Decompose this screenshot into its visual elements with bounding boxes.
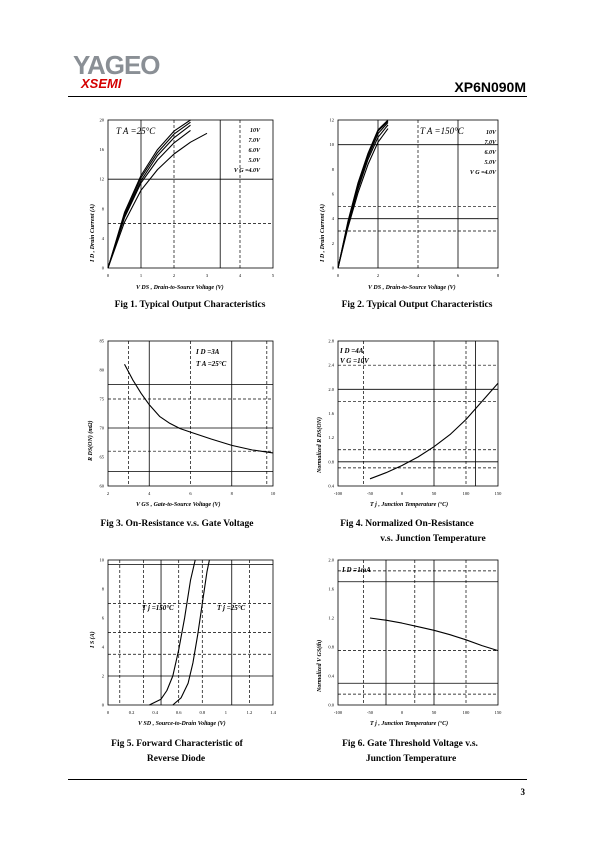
f1-ytick: 20 (99, 117, 104, 123)
fig3-chart (80, 333, 280, 513)
f1-xtick: 0 (106, 273, 110, 278)
f5-xtick: 1 (224, 710, 227, 715)
f1-ytick: 8 (101, 206, 104, 212)
fig3-caption: Fig 3. On-Resistance v.s. Gate Voltage (100, 519, 254, 529)
f4-ytick: 0.8 (328, 459, 334, 465)
f3-ytick: 80 (99, 367, 104, 373)
fig5-caption-line1: Fig 5. Forward Characteristic of (111, 739, 243, 749)
fig2-ylabel: I D , Drain Current (A) (320, 203, 326, 262)
f1-series-line-2 (108, 122, 191, 268)
f6-ytick: 0.8 (328, 644, 334, 650)
fig2-xlabel: V DS , Drain-to-Source Voltage (V) (368, 285, 456, 291)
fig6-ylabel: Normalized V GS(th) (317, 639, 323, 692)
f4-ytick: 1.2 (328, 435, 334, 441)
f2-ytick: 10 (329, 142, 334, 148)
f2-ytick: 6 (331, 191, 334, 197)
f6-xtick: -100 (333, 710, 343, 715)
f5-ytick: 8 (101, 586, 104, 592)
f3-xtick: 8 (230, 491, 233, 496)
f2-series-line-5 (338, 129, 388, 268)
f3-xtick: 2 (106, 491, 110, 496)
fig6-caption-line1: Fig 6. Gate Threshold Voltage v.s. (342, 739, 478, 749)
f5-xtick: 0.8 (199, 710, 206, 715)
f5-xtick: 0.6 (175, 710, 182, 715)
f3-ytick: 75 (99, 396, 104, 402)
f5-ytick: 2 (101, 673, 104, 679)
fig4-chart (310, 333, 510, 513)
f2-xtick: 6 (456, 273, 460, 278)
f5-ytick: 0 (101, 702, 104, 708)
fig3-xlabel: V GS , Gate-to-Source Voltage (V) (136, 502, 221, 508)
f1-series-line-3 (108, 125, 191, 268)
f2-ytick: 8 (331, 166, 334, 172)
f6-ytick: 0.0 (328, 702, 334, 708)
f5-xtick: 1.4 (270, 710, 276, 715)
f1-ytick: 12 (99, 176, 104, 182)
fig4-caption-line1: Fig 4. Normalized On-Resistance (340, 519, 474, 529)
f4-xtick: 0 (400, 491, 404, 496)
fig2-caption: Fig 2. Typical Output Characteristics (341, 300, 493, 310)
fig6-caption-line2: Junction Temperature (365, 754, 457, 764)
f3-series-line-1 (125, 364, 274, 453)
logo-subbrand: XSEMI (81, 76, 122, 91)
f4-ytick: 0.4 (328, 483, 334, 489)
f4-xtick: 100 (462, 491, 470, 496)
fig1-legend-5: V G =4.0V (233, 168, 260, 174)
fig4-caption-line2: v.s. Junction Temperature (380, 534, 486, 544)
fig1-legend-2: 7.0V (248, 138, 260, 144)
f1-ytick: 16 (99, 147, 104, 153)
fig5-caption-line2: Reverse Diode (146, 754, 206, 764)
fig1-legend-1: 10V (249, 128, 260, 134)
f2-series-line-4 (338, 125, 388, 268)
fig3-annotation-2: T A =25°C (196, 360, 227, 368)
f6-xtick: 50 (431, 710, 437, 715)
fig6-chart (310, 552, 510, 732)
f2-series-line-2 (338, 121, 388, 268)
fig4-xlabel: T j , Junction Temperature (°C) (370, 502, 449, 508)
fig2-annotation: T A =150°C (420, 126, 464, 136)
f6-ytick: 1.2 (328, 615, 334, 621)
fig2-legend-3: 6.0V (484, 150, 496, 156)
f1-series-line-1 (108, 120, 191, 268)
f6-ytick: 0.4 (328, 673, 334, 679)
fig5-ylabel: I S (A) (90, 631, 96, 648)
f4-ytick: 2.0 (328, 386, 334, 392)
f6-ytick: 1.6 (328, 586, 334, 592)
f1-xtick: 5 (271, 273, 275, 278)
company-logo (73, 52, 160, 90)
f3-ytick: 70 (99, 425, 104, 431)
fig1-xlabel: V DS , Drain-to-Source Voltage (V) (136, 285, 224, 291)
f5-ytick: 4 (101, 644, 104, 650)
f6-xtick: 150 (494, 710, 502, 715)
f1-xtick: 2 (172, 273, 176, 278)
f3-xtick: 10 (270, 491, 276, 496)
f2-xtick: 2 (376, 273, 380, 278)
f3-ytick: 85 (99, 338, 104, 344)
fig2-legend-2: 7.0V (484, 140, 496, 146)
fig1-legend-3: 6.0V (248, 148, 260, 154)
f5-xtick: 0 (106, 710, 110, 715)
f5-ytick: 10 (99, 557, 104, 563)
f1-xtick: 1 (139, 273, 143, 278)
f2-series-line-1 (338, 120, 388, 268)
fig2-chart (310, 112, 510, 297)
fig1-chart (80, 112, 280, 297)
f4-xtick: -100 (333, 491, 343, 496)
f4-xtick: 150 (494, 491, 502, 496)
f3-ytick: 65 (99, 454, 104, 460)
logo-wordmark: YAGEO (73, 50, 160, 80)
f1-xtick: 3 (205, 273, 209, 278)
f2-ytick: 2 (331, 240, 334, 246)
f2-xtick: 4 (416, 273, 420, 278)
f1-xtick: 4 (238, 273, 242, 278)
f4-ytick: 2.4 (328, 362, 334, 368)
f6-ytick: 2.0 (328, 557, 334, 563)
fig2-legend-5: V G =4.0V (469, 170, 496, 176)
page-number: 3 (520, 787, 525, 797)
f5-xtick: 0.2 (128, 710, 135, 715)
fig1-annotation: T A =25°C (116, 126, 156, 136)
fig5-annotation-150c: T j =150°C (142, 604, 174, 612)
f3-ytick: 60 (99, 483, 104, 489)
fig4-annotation-2: V G =10V (340, 357, 369, 365)
fig5-xlabel: V SD , Source-to-Drain Voltage (V) (138, 721, 226, 727)
fig3-ylabel: R DS(ON) (mΩ) (88, 420, 94, 461)
f5-ytick: 6 (101, 615, 104, 621)
fig5-chart (80, 552, 280, 732)
f2-ytick: 0 (331, 265, 334, 271)
f4-ytick: 2.8 (328, 338, 334, 344)
f4-ytick: 1.6 (328, 411, 334, 416)
fig6-xlabel: T j , Junction Temperature (°C) (370, 721, 449, 727)
f3-xtick: 4 (148, 491, 151, 496)
f4-xtick: -50 (367, 491, 373, 496)
f2-ytick: 4 (331, 216, 334, 222)
fig1-ylabel: I D , Drain Current (A) (90, 203, 96, 262)
f2-xtick: 0 (336, 273, 340, 278)
f6-xtick: 0 (400, 710, 404, 715)
fig1-caption: Fig 1. Typical Output Characteristics (114, 300, 266, 310)
fig3-annotation-1: I D =3A (196, 348, 220, 356)
f5-xtick: 1.2 (246, 710, 253, 715)
fig1-legend-4: 5.0V (248, 158, 260, 164)
f5-xtick: 0.4 (152, 710, 158, 715)
fig6-annotation: I D =1mA (342, 566, 371, 574)
fig2-legend-1: 10V (485, 130, 496, 136)
f2-xtick: 8 (496, 273, 500, 278)
footer-rule (68, 779, 527, 780)
fig4-annotation-1: I D =4A (340, 347, 364, 355)
part-number: XP6N090M (454, 79, 526, 95)
header-rule (68, 96, 527, 97)
f6-xtick: 100 (462, 710, 470, 715)
f6-xtick: -50 (367, 710, 373, 715)
f1-ytick: 4 (101, 235, 104, 241)
f1-ytick: 0 (101, 265, 104, 271)
f2-ytick: 12 (329, 117, 334, 123)
fig2-legend-4: 5.0V (484, 160, 496, 166)
fig4-ylabel: Normalized R DS(ON) (317, 416, 323, 473)
f4-xtick: 50 (431, 491, 437, 496)
f3-xtick: 6 (189, 491, 192, 496)
fig5-annotation-25c: T j =25°C (217, 604, 246, 612)
